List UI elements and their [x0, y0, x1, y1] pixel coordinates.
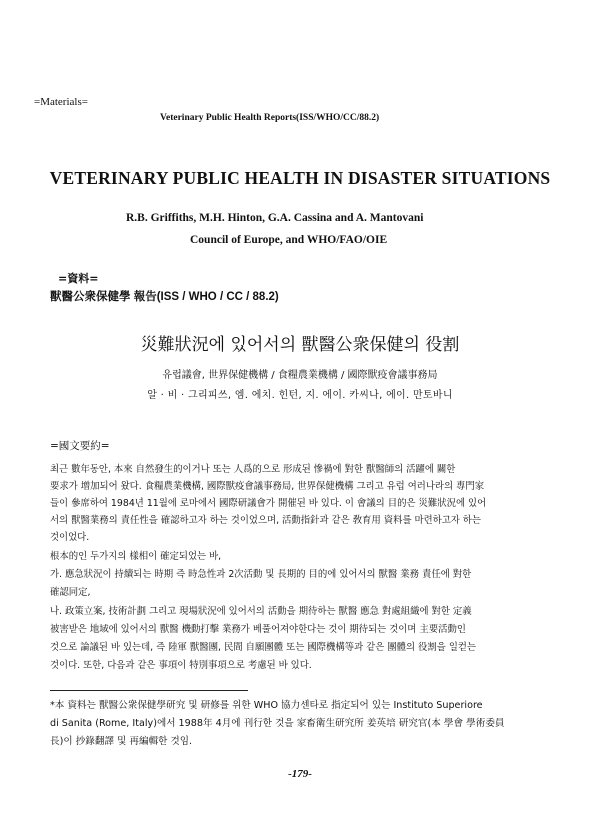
- report-reference: Veterinary Public Health Reports(ISS/WHO/CC/88.2): [160, 113, 380, 123]
- footnote-line: *本 資料는 獸醫公衆保健學研究 및 研修를 위한 WHO 協力센타로 指定되어 있는 Institut⁠o Superiore: [50, 700, 483, 711]
- abstract-line: 것으로 論議된 바 있는데, 즉 陸軍 獸醫團, 民間 自願團體 또는 國際機構等과 같은 團體의 役割을 일컫는: [50, 642, 477, 653]
- korean-report-reference: 獸醫公衆保健學 報告(ISS / WHO / CC / 88.2): [50, 291, 279, 303]
- page-number: -179-: [288, 768, 312, 780]
- article-authors: R.B. Griffiths, M.H. Hinton, G.A. Cassina and A. Mantovani: [126, 212, 424, 224]
- korean-section-label: =資料=: [58, 272, 99, 285]
- article-title: VETERINARY PUBLIC HEALTH IN DISASTER SITUATIONS: [49, 168, 551, 188]
- abstract-line: 것이다. 또한, 다음과 같은 事項이 特別事項으로 考慮된 바 있다.: [50, 660, 312, 671]
- footnote-line: 長)이 抄錄翻譯 및 再編輯한 것임.: [50, 736, 193, 747]
- korean-affiliation: 유럽議會, 世界保健機構 / 食糧農業機構 / 國際獸疫會議事務局: [162, 370, 438, 381]
- section-label: =Materials=: [34, 96, 88, 108]
- abstract-line: 나. 政策立案, 技術計劃 그리고 現場狀況에 있어서의 活動을 期待하는 獸醫 應急 對處組織에 對한 定義: [50, 606, 472, 617]
- abstract-line: 根本的인 두가지의 樣相이 確定되었는 바,: [50, 551, 222, 562]
- abstract-heading: =國文要約=: [50, 440, 110, 452]
- abstract-line: 최근 數年동안, 本來 自然發生的이거나 또는 人爲的으로 形成된 慘禍에 對한 獸醫師의 活躍에 關한: [50, 464, 456, 475]
- abstract-line: 것이었다.: [50, 532, 90, 543]
- abstract-line: 가. 應急狀況이 持續되는 時期 즉 時急性과 2次活動 및 長期的 目的에 있어서의 獸醫 業務 責任에 對한: [50, 569, 472, 580]
- abstract-line: 要求가 增加되어 왔다. 食糧農業機構, 國際獸疫會議事務局, 世界保健機構 그리고 유럽 여러나라의 專門家: [50, 481, 485, 492]
- article-affiliation: Council of Europe, and WHO/FAO/OIE: [190, 234, 388, 246]
- korean-author-names: 알 · 비 · 그리피쓰, 엠. 에치. 힌턴, 지. 에이. 카씨나, 에이. 만토바니: [147, 390, 453, 401]
- abstract-line: 確認同定,: [50, 587, 91, 598]
- abstract-line: 被害받은 地域에 있어서의 獸醫 機動打擊 業務가 베풀어져야한다는 것이 期待되는 것이며 主要活動인: [50, 624, 466, 635]
- abstract-line: 들이 參席하여 1984년 11월에 로마에서 國際研議會가 開催된 바 있다. 이 會議의 目的은 災難狀況에 있어: [50, 498, 487, 509]
- korean-title: 災難狀況에 있어서의 獸醫公衆保健의 役割: [140, 335, 460, 355]
- footnote-divider: [50, 690, 248, 691]
- footnote-line: di Sanita (Rome, Italy)에서 1988年 4月에 刊行한 것을 家畜衛生研究所 姜英培 研究官(本 學會 學術委員: [50, 718, 505, 729]
- abstract-line: 서의 獸醫業務의 責任性을 確認하고자 하는 것이었으며, 活動指針과 같은 敎育用 資料를 마련하고자 하는: [50, 515, 481, 526]
